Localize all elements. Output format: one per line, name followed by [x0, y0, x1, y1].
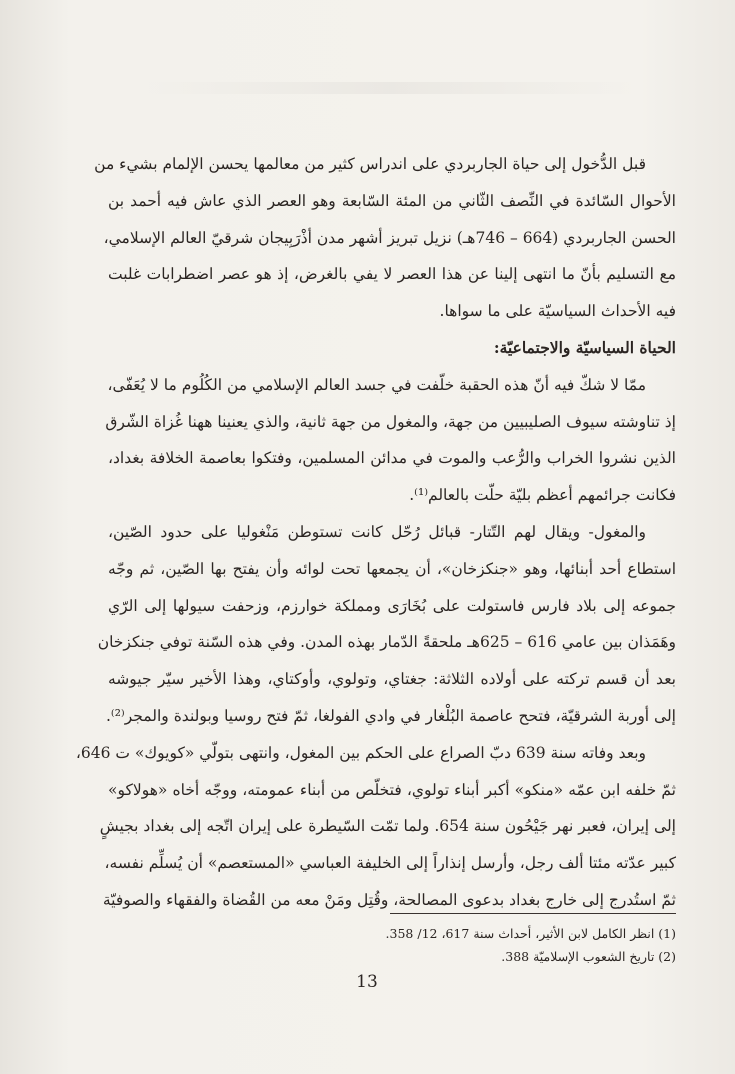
text-line: ثمّ خلفه ابن عمّه «منكو» أكبر أبناء تولوي، فتخلّص من أبناء عمومته، ووجّه أخاه «هولاكو»	[108, 780, 676, 799]
text-line: فكانت جرائمهم أعظم بليّة حلّت بالعالم⁽¹⁾.	[409, 486, 676, 505]
text-line: بعد أن قسم تركته على أولاده الثلاثة: جغتاي، وتولوي، وأوكتاي، وهذا الأخير سيّر جيوشه	[108, 670, 676, 689]
scan-smudge	[140, 82, 640, 94]
text-line: والمغول- ويقال لهم التّتار- قبائل رُحّل كانت تستوطن مَنْغوليا على حدود الصّين،	[108, 522, 646, 541]
section-heading: الحياة السياسيّة والاجتماعيّة:	[493, 337, 676, 357]
text-line: الأحوال السّائدة في النِّصف الثّاني من المئة السّابعة وهو العصر الذي عاش فيه أحمد بن	[108, 191, 676, 210]
text-line: كبير عدّته مئتا ألف رجل، وأرسل إنذاراً إلى الخليفة العباسي «المستعصم» أن يُسلِّم نفسه،	[104, 854, 676, 873]
text-line: جموعه إلى بلاد فارس فاستولت على بُخَارَى ومملكة خوارزم، وزحفت سيولها إلى الرّي	[108, 596, 676, 615]
footnote-2: (2) تاريخ الشعوب الإسلاميّة 388.	[501, 949, 676, 964]
text-line: إذ تناوشته سيوف الصليبيين من جهة، والمغول من جهة ثانية، والذي يعنينا ههنا غُزاة الشّرق	[105, 412, 676, 431]
text-line: الذين نشروا الخراب والرُّعب والموت في مدائن المسلمين، وفتكوا بعاصمة الخلافة بغداد،	[108, 449, 676, 468]
footnote-1: (1) انظر الكامل لابن الأثير، أحداث سنة 617، 12/ 358.	[385, 926, 676, 941]
text-line: ثمّ استُدرج إلى خارج بغداد بدعوى المصالحة، وقُتِل ومَنْ معه من القُضاة والفقهاء والصوفيّة	[102, 890, 676, 909]
page-number: 13	[356, 972, 378, 992]
text-line: وبعد وفاته سنة 639 دبّ الصراع على الحكم بين المغول، وانتهى بتولّي «كويوك» ت 646،	[75, 743, 646, 762]
text-line: وهَمَذان بين عامي 616 – 625هـ ملحقةً الدّمار بهذه المدن. وفي هذه السّنة توفي جنكزخان	[97, 633, 676, 652]
text-line: قبل الدُّخول إلى حياة الجاربردي على اندراس كثير من معالمها يحسن الإلمام بشيء من	[94, 155, 646, 173]
text-line: فيه الأحداث السياسيّة على ما سواها.	[439, 302, 676, 321]
main-text	[75, 146, 677, 919]
text-line: الحسن الجاربردي (664 – 746هـ) نزيل تبريز أشهر مدن أذْرَبِيجان شرقيّ العالم الإسلامي،	[103, 228, 676, 247]
text-line: إلى إيران، فعبر نهر جَيْحُون سنة 654. ولما تمّت السّيطرة على إيران اتّجه إلى بغداد بجيشٍ	[99, 817, 676, 836]
text-line: استطاع أحد أبنائها، وهو «جنكزخان»، أن يجمعها تحت لوائه وأن يفتح بها الصّين، ثم وجّه	[108, 559, 677, 578]
footnotes	[330, 922, 676, 968]
footnote-divider	[390, 913, 676, 914]
text-line: ممّا لا شكّ فيه أنّ هذه الحقبة خلّفت في جسد العالم الإسلامي من الكُلُوم ما لا يُعَفّى،	[107, 375, 646, 394]
text-line: مع التسليم بأنّ ما انتهى إلينا عن هذا العصر لا يفي بالغرض، إذ هو عصر اضطرابات غلبت	[108, 265, 676, 284]
text-line: إلى أوربة الشرقيّة، فتحح عاصمة البُلْغار في وادي الفولغا، ثمّ فتح روسيا وبولندة والمجر⁽²⁾.	[105, 706, 676, 725]
